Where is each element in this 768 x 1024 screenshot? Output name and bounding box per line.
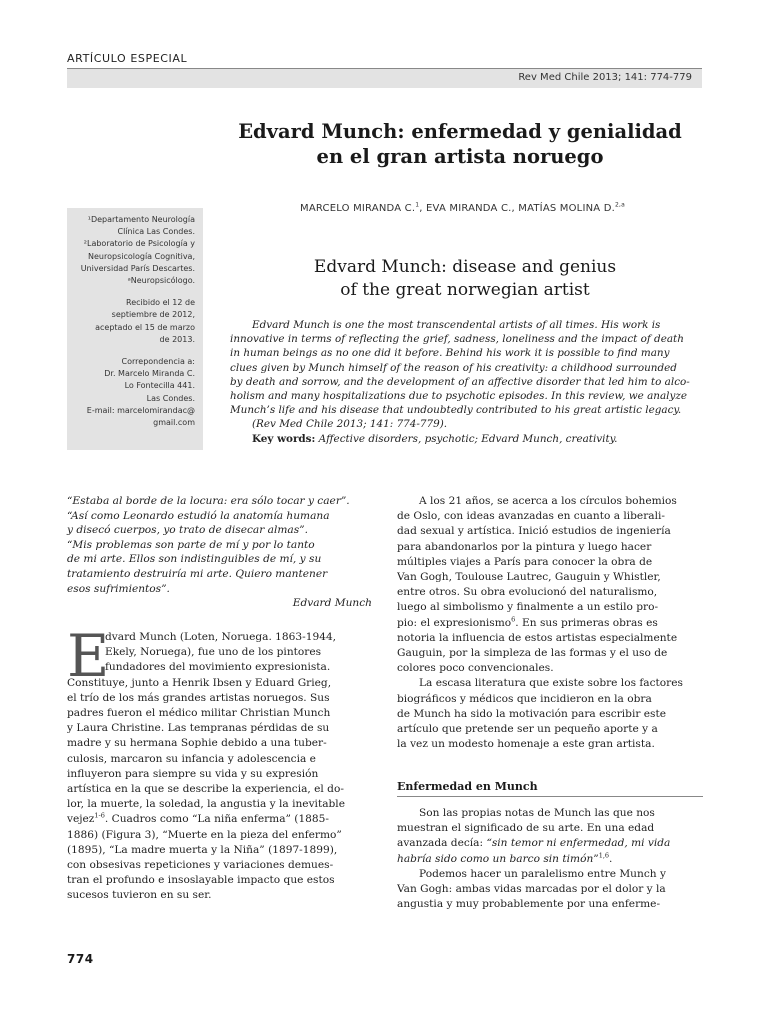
body-line: la vez un modesto homenaje a este gran artista. — [397, 738, 655, 751]
dropcap-letter: E — [67, 622, 110, 690]
sidebar-line: Correpondencia a: — [121, 357, 195, 367]
body-line: luego al simbolismo y finalmente a un estilo pro- — [397, 601, 659, 614]
sidebar-line: Clínica Las Condes. — [117, 227, 195, 237]
citation-bar — [67, 69, 702, 88]
body-line: Son las propias notas de Munch las que nos — [419, 807, 655, 819]
sidebar-line: Dr. Marcelo Miranda C. — [104, 369, 195, 379]
body-text: pio: el expresionismo — [397, 616, 512, 629]
author-affiliation-mark: 2,a — [614, 201, 625, 209]
affiliation-sidebar — [67, 208, 203, 450]
sidebar-line: de 2013. — [159, 334, 195, 344]
sidebar-line: Neuropsicología Cognitiva, — [88, 251, 195, 261]
body-line: influyeron para siempre su vida y su expresión — [67, 767, 319, 780]
sidebar-line: Las Condes. — [146, 393, 195, 403]
body-line — [67, 812, 372, 827]
body-line: fundadores del movimiento expresionista. — [105, 661, 331, 674]
reference-mark: 6 — [511, 615, 516, 624]
body-line — [397, 852, 703, 867]
english-title-line: of the great norwegian artist — [340, 280, 590, 300]
body-line: dad sexual y artística. Inició estudios de ingeniería — [397, 525, 671, 538]
body-column-right-continued — [397, 806, 703, 912]
epigraph-line: esos sufrimientos”. — [67, 582, 170, 595]
body-line: angustia y muy probablemente por una enferme- — [397, 898, 661, 911]
sidebar-line: Universidad París Descartes. — [80, 263, 195, 273]
received-dates — [71, 297, 195, 346]
body-line: entre otros. Su obra evolucionó del naturalismo, — [397, 586, 658, 599]
body-line — [397, 836, 703, 851]
body-line: para abandonarlos por la pintura y luego hacer — [397, 540, 652, 553]
body-text: . En sus primeras obras es — [515, 616, 658, 629]
abstract-line: holism and many hospitalizations due to psychotic episodes. In this review, we analyze — [230, 390, 687, 403]
sidebar-line: aceptado el 15 de marzo — [95, 322, 195, 332]
body-text: vejez — [67, 813, 95, 826]
epigraph-line: de mi arte. Ellos son indistinguibles de mí, y su — [67, 553, 322, 566]
abstract-line: in human beings as no one did it before. Behind his work it is possible to find many — [230, 347, 670, 360]
english-title-line: Edvard Munch: disease and genius — [313, 257, 617, 277]
keywords-text: Affective disorders, psychotic; Edvard Munch, creativity. — [315, 432, 618, 445]
affiliations — [71, 214, 195, 287]
body-line — [397, 616, 703, 631]
body-text: avanzada decía: — [397, 837, 487, 850]
body-line: de Munch ha sido la motivación para escribir este — [397, 707, 666, 720]
body-column-right — [397, 494, 703, 752]
article-title — [205, 119, 715, 169]
quote-text: habría sido como un barco sin timón — [397, 852, 594, 865]
body-line: el trío de los más grandes artistas noruegos. Sus — [67, 691, 330, 704]
english-title — [230, 256, 700, 302]
body-column-left — [67, 622, 372, 904]
keywords — [230, 432, 702, 446]
body-line: Gauguin, por la simpleza de las formas y el uso de — [397, 647, 668, 660]
reference-mark: 1,6 — [598, 851, 610, 860]
epigraph-line: “Estaba al borde de la locura: era sólo tocar y caer”. — [67, 495, 350, 507]
body-line: Van Gogh, Toulouse Lautrec, Gauguin y Whistler, — [397, 571, 661, 584]
body-line: con obsesivas repeticiones y variaciones demues- — [67, 859, 334, 872]
quote-text: “sin temor ni enfermedad, mi vida — [486, 837, 671, 850]
body-line: Podemos hacer un paralelismo entre Munch y — [419, 867, 666, 880]
keywords-label: Key words: — [252, 432, 316, 445]
epigraph-signature: Edvard Munch — [292, 597, 372, 610]
body-line: Van Gogh: ambas vidas marcadas por el dolor y la — [397, 883, 666, 896]
abstract-line: Munch’s life and his disease that undoubtedly contributed to his great artistic legacy. — [230, 404, 682, 417]
author-affiliation-mark: 1 — [415, 201, 420, 209]
body-line: muestran el significado de su arte. En una edad — [397, 822, 655, 835]
abstract-line: (Rev Med Chile 2013; 141: 774-779). — [252, 418, 448, 431]
reference-mark: 1-6 — [94, 812, 105, 820]
body-line: La escasa literatura que existe sobre los factores — [419, 677, 683, 690]
body-line: dvard Munch (Loten, Noruega. 1863-1944, — [105, 631, 337, 643]
epigraph-line: y disecó cuerpos, yo trato de disecar almas”. — [67, 524, 308, 537]
journal-citation: Rev Med Chile 2013; 141: 774-779 — [518, 72, 692, 83]
body-line: (1895), “La madre muerta y la Niña” (1897-1899), — [67, 843, 338, 856]
body-line: Constituye, junto a Henrik Ibsen y Eduard Grieg, — [67, 676, 332, 689]
sidebar-line: ᵃNeuropsicólogo. — [127, 276, 195, 286]
abstract-line: innovative in terms of reflecting the grief, sadness, loneliness and the impact of death — [230, 333, 684, 346]
epigraph-line: “Así como Leonardo estudió la anatomía humana — [67, 509, 330, 522]
body-line: múltiples viajes a París para conocer la obra de — [397, 555, 653, 568]
section-heading: Enfermedad en Munch — [397, 780, 538, 793]
sidebar-line: ²Laboratorio de Psicología y — [83, 239, 195, 249]
body-line: colores poco convencionales. — [397, 662, 554, 675]
author-list — [205, 203, 720, 214]
abstract-line: clues given by Munch himself of the reason of his creativity: a childhood surrounded — [230, 361, 677, 374]
body-line: 1886) (Figura 3), “Muerte en la pieza del enfermo” — [67, 828, 342, 841]
sidebar-line: ¹Departamento Neurología — [87, 215, 195, 224]
abstract — [230, 318, 702, 446]
body-line: de Oslo, con ideas avanzadas en cuanto a liberali- — [397, 510, 665, 523]
author-name: MARCELO MIRANDA C. — [300, 203, 416, 214]
epigraph-line: tratamiento destruiría mi arte. Quiero mantener — [67, 567, 328, 580]
body-line: sucesos tuvieron en su ser. — [67, 889, 212, 902]
email-line: E-mail: marcelomirandac@ — [86, 405, 195, 415]
body-text: ” — [593, 852, 599, 865]
epigraph — [67, 494, 372, 611]
sidebar-line: Recibido el 12 de — [126, 298, 195, 308]
sidebar-line: septiembre de 2012, — [111, 310, 195, 320]
correspondence — [71, 356, 195, 429]
section-heading-rule — [397, 796, 703, 797]
abstract-line: by death and sorrow, and the development of an affective disorder that led him to alco- — [230, 375, 690, 388]
email-line: gmail.com — [153, 418, 195, 428]
abstract-line: Edvard Munch is one the most transcendental artists of all times. His work is — [252, 319, 661, 331]
body-line: tran el profundo e insoslayable impacto que estos — [67, 874, 335, 887]
title-line: en el gran artista noruego — [316, 145, 604, 168]
body-line: artículo que pretende ser un pequeño aporte y a — [397, 723, 658, 736]
body-line: culosis, marcaron su infancia y adolescencia e — [67, 752, 316, 765]
title-line: Edvard Munch: enfermedad y genialidad — [238, 120, 682, 143]
body-line: notoria la influencia de estos artistas especialmente — [397, 631, 678, 644]
body-line: y Laura Christine. Las tempranas pérdidas de su — [67, 722, 330, 735]
body-line: lor, la muerte, la soledad, la angustia y la inevitable — [67, 798, 345, 811]
body-line: Ekely, Noruega), fue uno de los pintores — [105, 646, 322, 659]
page-number: 774 — [67, 952, 94, 966]
body-line: biográficos y médicos que incidieron en la obra — [397, 692, 652, 705]
body-line: madre y su hermana Sophie debido a una tuber- — [67, 737, 327, 750]
body-text: . — [609, 852, 613, 865]
sidebar-line: Lo Fontecilla 441. — [124, 381, 195, 391]
body-line: artística en la que se describe la experiencia, el do- — [67, 783, 344, 796]
author-name: , EVA MIRANDA C., MATÍAS MOLINA D. — [419, 203, 615, 214]
body-line: A los 21 años, se acerca a los círculos bohemios — [419, 495, 677, 507]
section-label: ARTÍCULO ESPECIAL — [67, 52, 188, 65]
body-text: . Cuadros como “La niña enferma” (1885- — [104, 813, 329, 826]
epigraph-line: “Mis problemas son parte de mí y por lo tanto — [67, 538, 315, 551]
body-line: padres fueron el médico militar Christian Munch — [67, 707, 331, 720]
